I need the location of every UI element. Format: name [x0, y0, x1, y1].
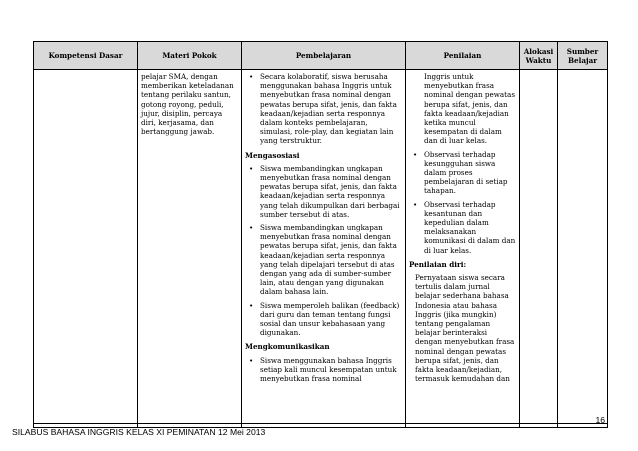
pembelajaran-item: • Siswa membandingkan ungkapan menyebutkan frasa nominal dengan pewatas berupa sifat, jenis, dan fakta keadaan/kejadian serta responnya yang telah dikumpulkan dari berbagai sumber tersebut di atas.	[245, 164, 402, 219]
materi-text: pelajar SMA, dengan memberikan keteladanan tentang perilaku santun, gotong royong, peduli, jujur, disiplin, percaya diri, kerjasama, dan bertanggung jawab.	[141, 72, 234, 137]
header-alokasi-waktu: Alokasi Waktu	[520, 42, 558, 70]
heading-mengasosiasi: Mengasosiasi	[245, 150, 300, 160]
materi-cell	[138, 70, 242, 428]
footer-divider	[33, 423, 607, 424]
header-kompetensi-dasar: Kompetensi Dasar	[34, 42, 138, 70]
header-sumber-belajar: Sumber Belajar	[558, 42, 608, 70]
pembelajaran-item: • Siswa menggunakan bahasa Inggris setiap kali muncul kesempatan untuk menyebutkan frasa nominal	[245, 356, 402, 384]
sumber-cell	[558, 70, 608, 428]
penilaian-item: • Observasi terhadap kesungguhan siswa dalam proses pembelajaran di setiap tahapan.	[409, 150, 516, 196]
penilaian-diri-text: Pernyataan siswa secara tertulis dalam jurnal belajar sederhana bahasa Indonesia atau bahasa Inggris (jika mungkin) tentang pengalaman belajar berinteraksi dengan menyebutkan frasa nominal dengan pewatas berupa sifat, jenis, dan fakta keadaan/kejadian, termasuk kemudahan dan	[415, 273, 515, 384]
penilaian-continued: Inggris untuk menyebutkan frasa nominal dengan pewatas berupa sifat, jenis, dan fakta keadaan/kejadian ketika muncul kesempatan di dalam dan di luar kelas.	[424, 72, 516, 146]
header-pembelajaran: Pembelajaran	[242, 42, 406, 70]
pembelajaran-item: • Siswa memperoleh balikan (feedback) dari guru dan teman tentang fungsi sosial dan unsur kebahasaan yang digunakan.	[245, 301, 402, 338]
penilaian-item: • Observasi terhadap kesantunan dan kepedulian dalam melaksanakan komunikasi di dalam dan di luar kelas.	[409, 200, 516, 255]
alokasi-cell	[520, 70, 558, 428]
header-materi-pokok: Materi Pokok	[138, 42, 242, 70]
page-number: 16	[595, 415, 605, 425]
table-header-row	[34, 42, 608, 70]
heading-mengkomunikasikan: Mengkomunikasikan	[245, 342, 330, 352]
penilaian-cell	[406, 70, 520, 428]
pembelajaran-item: • Siswa membandingkan ungkapan menyebutkan frasa nominal dengan pewatas berupa sifat, jenis, dan fakta keadaan/kejadian serta responnya yang telah dipelajari tersebut di atas dengan yang ada di sumber-sumber lain, atau dengan yang digunakan dalam bahasa lain.	[245, 223, 402, 297]
header-penilaian: Penilaian	[406, 42, 520, 70]
heading-penilaian-diri: Penilaian diri:	[409, 259, 467, 269]
kompetensi-cell	[34, 70, 138, 428]
table-row	[34, 70, 608, 428]
pembelajaran-item: • Secara kolaboratif, siswa berusaha menggunakan bahasa Inggris untuk menyebutkan frasa nominal dengan pewatas berupa sifat, jenis, dan fakta keadaan/kejadian serta responnya dalam konteks pembelajaran, simulasi, role-play, dan kegiatan lain yang terstruktur.	[245, 72, 402, 146]
footer-title: SILABUS BAHASA INGGRIS KELAS XI PEMINATAN 12 Mei 2013	[12, 427, 266, 437]
syllabus-table	[33, 41, 608, 428]
pembelajaran-cell	[242, 70, 406, 428]
